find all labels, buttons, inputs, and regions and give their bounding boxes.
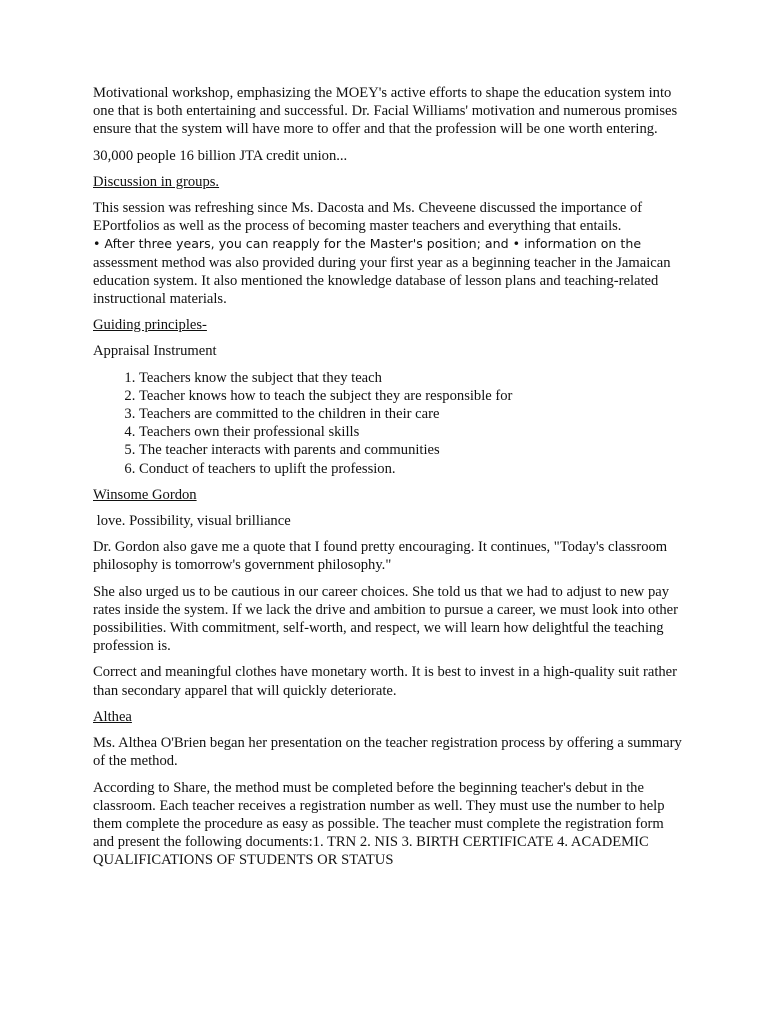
list-item: 6. Conduct of teachers to uplift the profession. (139, 460, 683, 478)
paragraph-gordon-quote: Dr. Gordon also gave me a quote that I found pretty encouraging. It continues, "Today's classroom philosophy is tomorrow's government philosophy." (93, 539, 668, 574)
paragraph-career-choices: She also urged us to be cautious in our career choices. She told us that we had to adjust to new pay rates inside the system. If we lack the drive and ambition to pursue a career, we must look into other possibilities. With commitment, self-worth, and respect, we will learn how delightful the teaching profession is. (93, 583, 679, 655)
principles-list (93, 369, 683, 478)
paragraph-motivational-workshop: Motivational workshop, emphasizing the MOEY's active efforts to shape the education system into one that is both entertaining and successful. Dr. Facial Williams' motivation and numerous promises ensure that the system will have more to offer and that the profession will be one worth entering. (93, 85, 678, 138)
paragraph-discussion-bullets: • After three years, you can reapply for the Master's position; and • information on the (93, 236, 642, 252)
heading-guiding-principles: Guiding principles- (93, 317, 207, 334)
list-item: 5. The teacher interacts with parents and communities (139, 441, 683, 459)
paragraph-discussion (93, 199, 683, 308)
paragraph-discussion-part-1: This session was refreshing since Ms. Dacosta and Ms. Cheveene discussed the importance of EPortfolios as well as the process of becoming master teachers and everything that entails. (93, 200, 643, 235)
list-item: 1. Teachers know the subject that they teach (139, 369, 683, 387)
paragraph-jta-credit-union: 30,000 people 16 billion JTA credit union... (93, 147, 348, 164)
paragraph-appraisal-instrument: Appraisal Instrument (93, 343, 217, 360)
heading-althea: Althea (93, 708, 132, 725)
list-item: 2. Teacher knows how to teach the subject they are responsible for (139, 387, 683, 405)
paragraph-althea-presentation: Ms. Althea O'Brien began her presentation on the teacher registration process by offering a summary of the method. (93, 735, 682, 770)
heading-winsome-gordon: Winsome Gordon (93, 486, 197, 503)
paragraph-clothes: Correct and meaningful clothes have monetary worth. It is best to invest in a high-quality suit rather than secondary apparel that will quickly deteriorate. (93, 664, 678, 699)
paragraph-registration-process: According to Share, the method must be completed before the beginning teacher's debut in the classroom. Each teacher receives a registration number as well. They must use the number to help them complete the procedure as easy as possible. The teacher must complete the registration form and present the following documents:1. TRN 2. NIS 3. BIRTH CERTIFICATE 4. ACADEMIC QUALIFICATIONS OF STUDENTS OR STATUS (93, 779, 665, 869)
list-item: 4. Teachers own their professional skills (139, 423, 683, 441)
heading-discussion-in-groups: Discussion in groups. (93, 173, 220, 190)
paragraph-love-possibility: love. Possibility, visual brilliance (93, 513, 291, 530)
document-page (93, 84, 683, 878)
paragraph-discussion-part-2: assessment method was also provided during your first year as a beginning teacher in the Jamaican education system. It also mentioned the knowledge database of lesson plans and teaching-related instructional materials. (93, 254, 671, 308)
list-item: 3. Teachers are committed to the children in their care (139, 405, 683, 423)
